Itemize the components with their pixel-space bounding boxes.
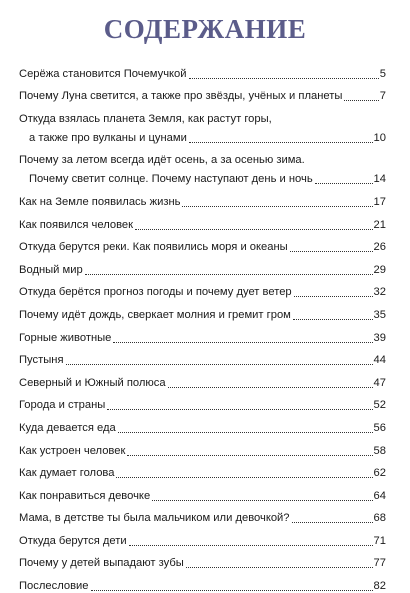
toc-entry [19, 103, 386, 126]
toc-entry-title: Как понравиться девочке [19, 489, 151, 502]
dot-leader [127, 455, 372, 456]
toc-entry [19, 345, 386, 368]
dot-leader [168, 387, 373, 388]
toc-entry-page: 44 [373, 354, 386, 367]
toc-entry [19, 209, 386, 232]
toc-entry-title: Как на Земле появилась жизнь [19, 195, 181, 208]
toc-entry-page: 68 [373, 512, 386, 525]
toc-entry [19, 277, 386, 300]
toc-entry-title: Почему Луна светится, а также про звёзды, учёных и планеты [19, 90, 343, 103]
toc-entry-continuation [19, 167, 386, 186]
toc-entry [19, 232, 386, 255]
toc-entry-title: Почему светит солнце. Почему наступают день и ночь [29, 173, 313, 186]
dot-leader [116, 477, 372, 478]
dot-leader [129, 545, 373, 546]
toc-entry-continuation [19, 126, 386, 145]
toc-entry [19, 458, 386, 481]
dot-leader [344, 100, 378, 101]
dot-leader [182, 206, 372, 207]
toc-entry-page: 32 [373, 286, 386, 299]
toc-entry [19, 480, 386, 503]
toc-entry-page: 29 [373, 263, 386, 276]
toc-entry-page: 5 [379, 67, 386, 80]
toc-entry-title: Горные животные [19, 331, 112, 344]
toc-entry [19, 58, 386, 81]
toc-entry-page: 14 [373, 173, 386, 186]
toc-entry-title: Города и страны [19, 399, 106, 412]
dot-leader [118, 432, 373, 433]
toc-entry-page: 17 [373, 195, 386, 208]
toc-entry-title: Северный и Южный полюса [19, 376, 166, 389]
toc-entry-title: Почему за летом всегда идёт осень, а за осенью зима. [19, 154, 305, 167]
toc-entry [19, 435, 386, 458]
toc-entry-title: Откуда берётся прогноз погоды и почему дует ветер [19, 286, 292, 299]
toc-entry-page: 10 [373, 131, 386, 144]
toc-entry-page: 82 [373, 580, 386, 593]
dot-leader [292, 522, 373, 523]
toc-entry-page: 71 [373, 534, 386, 547]
toc-entry-page: 7 [379, 90, 386, 103]
dot-leader [66, 364, 373, 365]
toc-entry [19, 412, 386, 435]
toc-entry-title: Почему идёт дождь, сверкает молния и гремит гром [19, 308, 291, 321]
toc-entry [19, 254, 386, 277]
toc-entry-title: Как устроен человек [19, 444, 126, 457]
dot-leader [315, 183, 373, 184]
toc-entry-page: 39 [373, 331, 386, 344]
toc-entry-page: 77 [373, 557, 386, 570]
dot-leader [135, 229, 372, 230]
toc-entry-page: 26 [373, 241, 386, 254]
toc-entry [19, 548, 386, 571]
table-of-contents [19, 58, 386, 593]
toc-entry-title: Как появился человек [19, 218, 134, 231]
toc-entry [19, 503, 386, 526]
dot-leader [107, 409, 372, 410]
toc-entry-title: Откуда взялась планета Земля, как растут горы, [19, 112, 272, 125]
toc-entry [19, 390, 386, 413]
dot-leader [293, 319, 373, 320]
toc-entry-page: 64 [373, 489, 386, 502]
toc-entry-title: Серёжа становится Почемучкой [19, 67, 187, 80]
page-title: СОДЕРЖАНИЕ [103, 14, 307, 44]
dot-leader [113, 342, 372, 343]
toc-entry-title: Послесловие [19, 580, 89, 593]
toc-entry-title: а также про вулканы и цунами [29, 131, 187, 144]
toc-entry-page: 21 [373, 218, 386, 231]
toc-entry [19, 299, 386, 322]
toc-entry [19, 570, 386, 593]
dot-leader [91, 590, 373, 591]
toc-entry [19, 322, 386, 345]
toc-entry-title: Как думает голова [19, 467, 115, 480]
toc-entry-title: Почему у детей выпадают зубы [19, 557, 184, 570]
toc-entry [19, 145, 386, 168]
toc-entry-title: Откуда берутся реки. Как появились моря и океаны [19, 241, 288, 254]
toc-entry-page: 47 [373, 376, 386, 389]
toc-entry-page: 62 [373, 467, 386, 480]
dot-leader [152, 500, 372, 501]
dot-leader [85, 274, 373, 275]
toc-entry-title: Водный мир [19, 263, 83, 276]
dot-leader [189, 78, 379, 79]
toc-entry [19, 525, 386, 548]
toc-entry-title: Мама, в детстве ты была мальчиком или девочкой? [19, 512, 290, 525]
toc-entry-page: 56 [373, 421, 386, 434]
toc-entry-page: 58 [373, 444, 386, 457]
toc-entry [19, 367, 386, 390]
toc-entry-page: 35 [373, 308, 386, 321]
dot-leader [186, 567, 373, 568]
dot-leader [290, 251, 373, 252]
dot-leader [294, 296, 373, 297]
toc-entry-title: Пустыня [19, 354, 64, 367]
dot-leader [189, 142, 373, 143]
toc-entry-page: 52 [373, 399, 386, 412]
toc-entry [19, 186, 386, 209]
toc-entry [19, 81, 386, 104]
toc-entry-title: Куда девается еда [19, 421, 116, 434]
toc-entry-title: Откуда берутся дети [19, 534, 127, 547]
